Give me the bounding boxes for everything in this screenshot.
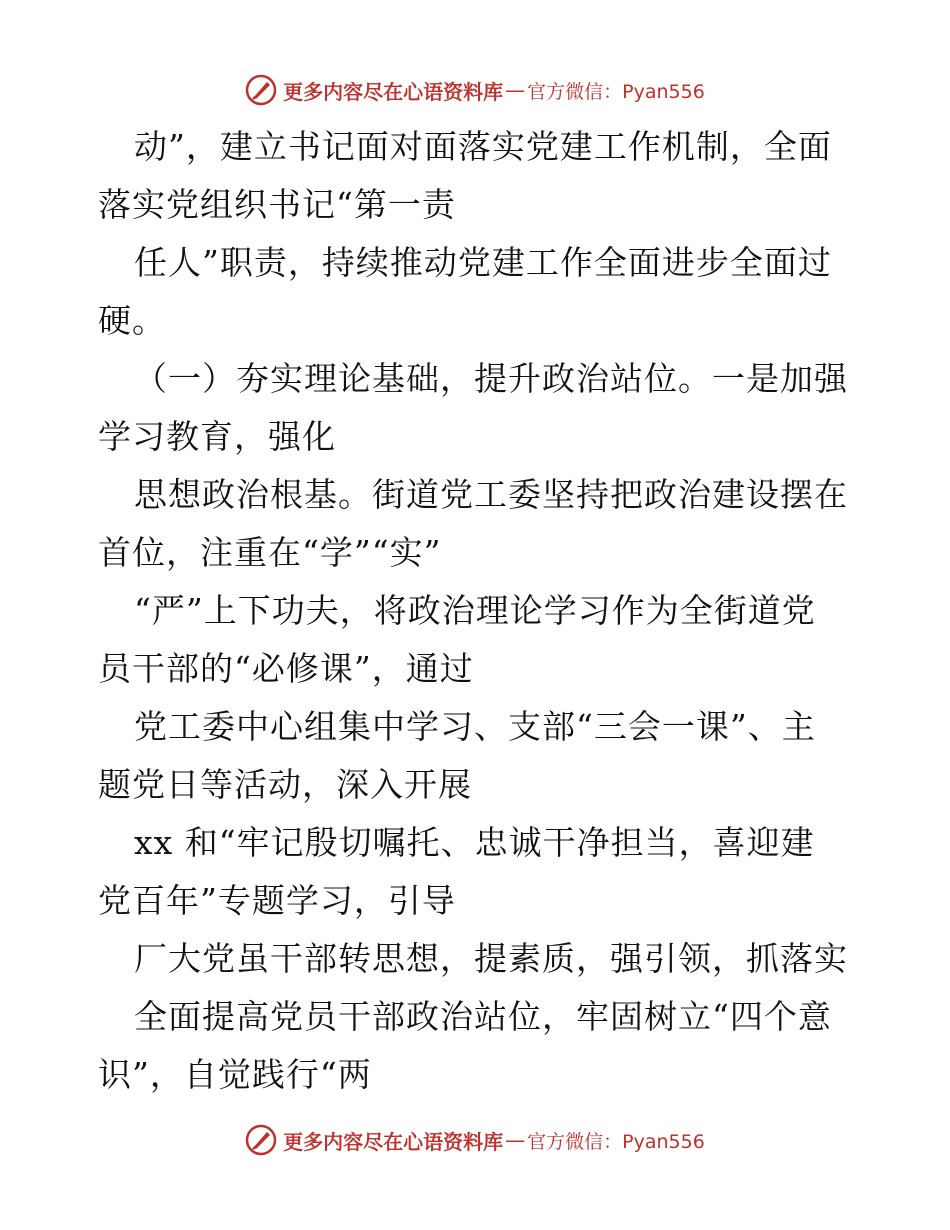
header-brand-text: 更多内容尽在心语资料库	[283, 79, 504, 104]
body-line-3: 任人”职责，持续推动党建工作全面进步全面过	[134, 243, 832, 282]
footer-contact-text: 官方微信：Pyan556	[527, 1130, 705, 1153]
body-line-13: xx 和“牢记殷切嘱托、忠诚干净担当，喜迎建	[134, 823, 815, 862]
body-line-14: 党百年”专题学习，引导	[98, 881, 456, 920]
body-line-16: 全面提高党员干部政治站位，牢固树立“四个意	[134, 997, 832, 1036]
header-banner	[0, 70, 950, 110]
body-line-12: 题党日等活动，深入开展	[98, 765, 472, 804]
body-line-5: （一）夯实理论基础，提升政治站位。一是加强	[134, 359, 848, 398]
body-line-11: 党工委中心组集中学习、支部“三会一课”、主	[134, 707, 816, 746]
footer-dash: —	[505, 1128, 526, 1152]
body-line-9: “严”上下功夫，将政治理论学习作为全街道党	[134, 591, 816, 630]
footer-brand-text: 更多内容尽在心语资料库	[283, 1129, 504, 1154]
body-line-15: 厂大党虽干部转思想，提素质，强引领，抓落实	[134, 939, 848, 978]
body-line-1: 动”，建立书记面对面落实党建工作机制，全面	[134, 127, 832, 166]
footer-banner	[0, 1120, 950, 1160]
document-body	[98, 118, 858, 1104]
body-line-4: 硬。	[98, 301, 166, 340]
quill-logo-icon	[245, 1124, 277, 1156]
quill-logo-icon	[245, 74, 277, 106]
body-line-17: 识”，自觉践行“两	[98, 1055, 372, 1094]
body-line-10: 员干部的“必修课”，通过	[98, 649, 474, 688]
body-line-8: 首位，注重在“学”“实”	[98, 533, 442, 572]
body-line-2: 落实党组织书记“第一责	[98, 185, 456, 224]
body-line-6: 学习教育，强化	[98, 417, 336, 456]
body-line-7: 思想政治根基。街道党工委坚持把政治建设摆在	[134, 475, 848, 514]
header-dash: —	[505, 78, 526, 102]
header-contact-text: 官方微信：Pyan556	[527, 80, 705, 103]
